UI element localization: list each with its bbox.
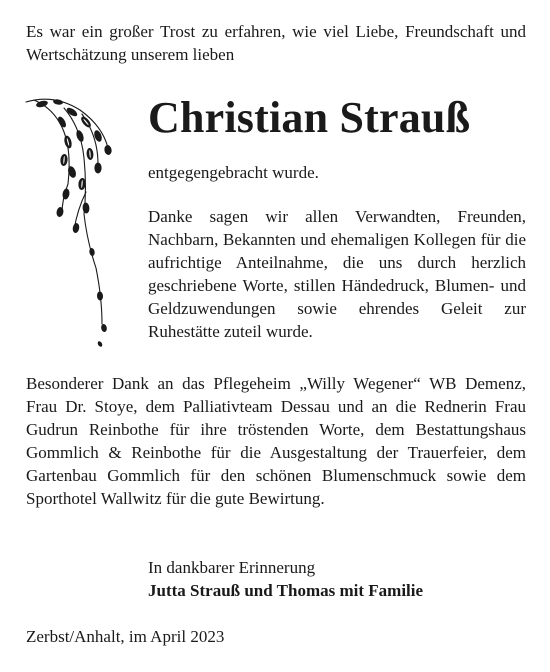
special-thanks-text: Besonderer Dank an das Pflegeheim „Willy Wegener“ WB Demenz, Frau Dr. Stoye, dem Palliativteam Dessau und an die Rednerin Frau Gudrun Reinbothe für ihre tröstenden Worte, dem Bestattungshaus Gommlich & Reinbothe für die Ausgestaltung der Trauerfeier, dem Gartenbau Gommlich für den schönen Blumenschmuck sowie dem Sporthotel Wallwitz für die gute Bewirtung.	[26, 374, 526, 508]
remembrance-line: In dankbarer Erinnerung	[148, 558, 316, 577]
birch-branch-icon	[24, 92, 136, 362]
thanks-paragraph	[148, 205, 526, 343]
special-thanks-paragraph	[26, 372, 526, 510]
thanks-text: Danke sagen wir allen Verwandten, Freunden, Nachbarn, Bekannten und ehemaligen Kollegen für die aufrichtige Anteilnahme, die uns durch herzlich geschriebene Worte, stillen Händedruck, Blumen- und Geldzuwendungen sowie ehrendes Geleit zur Ruhestätte zuteil wurde.	[148, 207, 526, 341]
place-date: Zerbst/Anhalt, im April 2023	[26, 627, 225, 646]
deceased-name: Christian Strauß	[148, 93, 471, 142]
received-line: entgegengebracht wurde.	[148, 163, 319, 182]
family-signature: Jutta Strauß und Thomas mit Familie	[148, 581, 424, 600]
intro-text: Es war ein großer Trost zu erfahren, wie viel Liebe, Freundschaft und Wertschätzung unserem lieben	[26, 22, 526, 64]
intro-paragraph	[26, 20, 526, 66]
